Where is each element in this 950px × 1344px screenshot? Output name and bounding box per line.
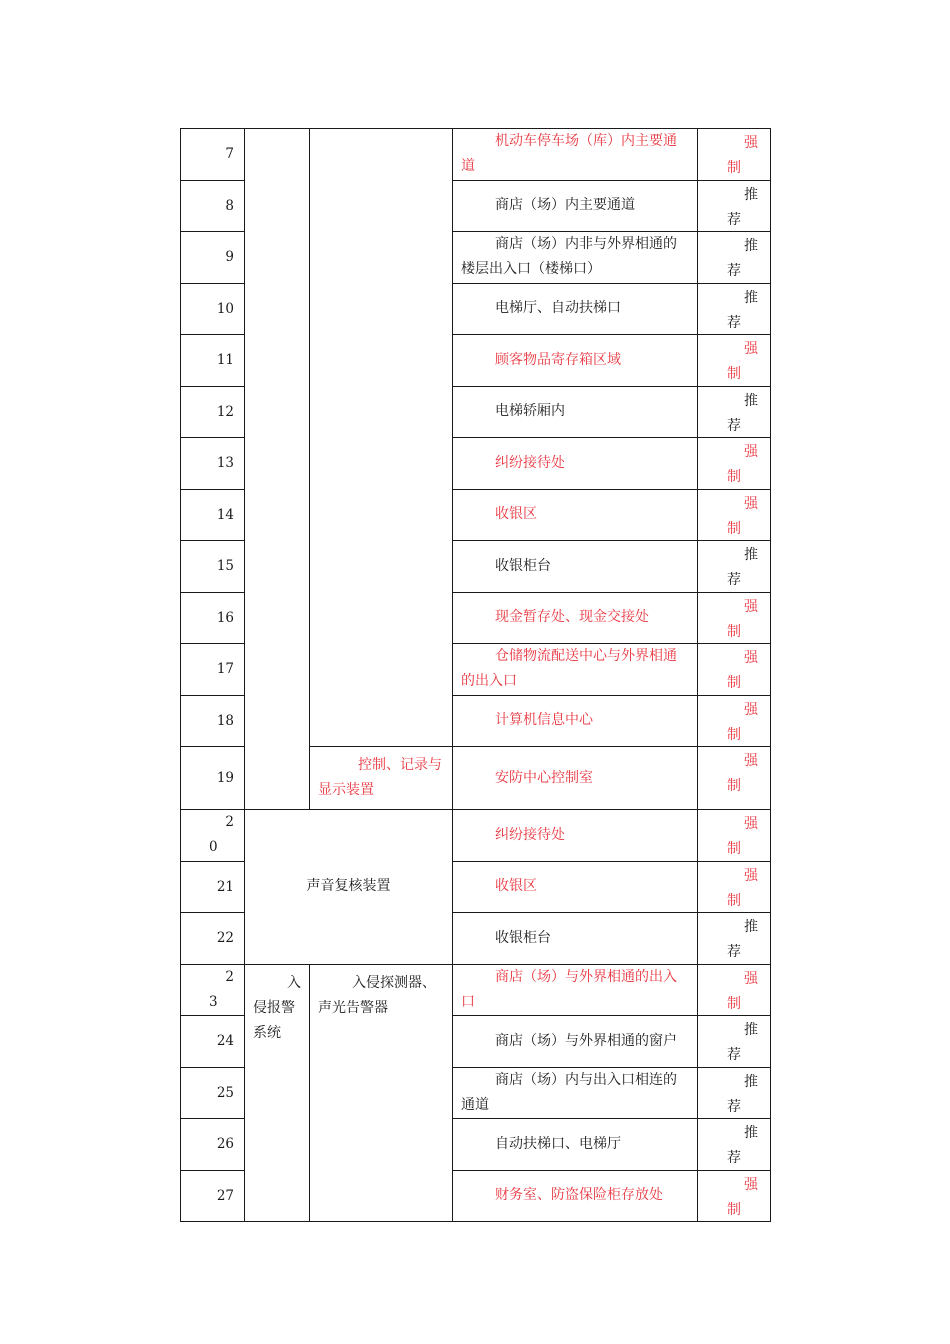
system-intrusion-cell — [245, 964, 310, 1222]
requirement-level-cell — [698, 335, 771, 387]
requirement-level-cell — [698, 861, 771, 913]
row-number: 19 — [181, 747, 245, 810]
requirement-level-char: 制 — [727, 675, 741, 691]
row-number: 27 — [181, 1170, 245, 1222]
requirement-level-char: 制 — [727, 841, 741, 857]
requirement-level-char: 荐 — [727, 211, 741, 228]
row-number-digit: 3 — [209, 993, 218, 1010]
requirement-level-char: 制 — [727, 995, 741, 1012]
row-number-digit: 0 — [209, 839, 218, 856]
requirement-level-char: 荐 — [727, 1098, 741, 1115]
location-cell: 自动扶梯口、电梯厅 — [453, 1119, 698, 1171]
row-number: 9 — [181, 232, 245, 284]
requirement-level-char: 推 — [744, 1073, 758, 1090]
requirement-level-char: 推 — [744, 547, 758, 563]
row-number — [181, 964, 245, 1016]
requirement-level-char: 制 — [727, 623, 741, 640]
location-cell: 仓储物流配送中心与外界相通的出入口 — [453, 644, 698, 696]
row-number: 7 — [181, 129, 245, 181]
requirement-level-char: 推 — [744, 238, 758, 254]
requirement-level-char: 强 — [744, 816, 758, 832]
row-number: 13 — [181, 438, 245, 490]
requirement-level-cell — [698, 232, 771, 284]
requirement-level-cell — [698, 1170, 771, 1222]
location-cell: 收银区 — [453, 489, 698, 541]
location-cell: 收银柜台 — [453, 913, 698, 965]
row-number: 8 — [181, 180, 245, 232]
row-number: 17 — [181, 644, 245, 696]
requirement-level-char: 推 — [744, 919, 758, 935]
requirement-level-cell — [698, 1119, 771, 1171]
location-cell: 纠纷接待处 — [453, 810, 698, 862]
system-cell — [245, 129, 310, 810]
row-number: 16 — [181, 592, 245, 644]
location-cell: 商店（场）内与出入口相连的通道 — [453, 1067, 698, 1119]
location-cell: 纠纷接待处 — [453, 438, 698, 490]
requirement-level-char: 强 — [744, 867, 758, 884]
row-number: 18 — [181, 695, 245, 747]
requirement-level-char: 强 — [744, 495, 758, 512]
row-number: 10 — [181, 283, 245, 335]
row-number-digit: 2 — [225, 814, 234, 831]
requirement-level-char: 荐 — [727, 417, 741, 434]
requirement-level-cell — [698, 283, 771, 335]
requirement-level-char: 荐 — [727, 944, 741, 960]
requirement-level-char: 强 — [744, 701, 758, 718]
row-number-digit: 2 — [225, 968, 234, 985]
location-cell: 机动车停车场（库）内主要通道 — [453, 129, 698, 181]
requirement-level-char: 推 — [744, 1125, 758, 1141]
requirement-level-char: 推 — [744, 186, 758, 203]
device-audio-cell — [245, 810, 453, 965]
location-cell: 商店（场）内非与外界相通的楼层出入口（楼梯口） — [453, 232, 698, 284]
location-cell: 收银区 — [453, 861, 698, 913]
row-number: 22 — [181, 913, 245, 965]
requirement-level-char: 荐 — [727, 263, 741, 279]
row-number: 21 — [181, 861, 245, 913]
requirement-level-cell — [698, 1016, 771, 1068]
requirement-level-char: 强 — [744, 753, 758, 769]
table-row — [181, 810, 771, 862]
system-intrusion-label: 入侵报警系统 — [253, 974, 301, 1041]
location-cell: 电梯厅、自动扶梯口 — [453, 283, 698, 335]
requirement-level-cell — [698, 747, 771, 810]
requirement-level-char: 强 — [744, 650, 758, 666]
device-intrusion-label: 入侵探测器、声光告警器 — [318, 974, 436, 1016]
requirement-level-cell — [698, 810, 771, 862]
table-row — [181, 964, 771, 1016]
requirement-level-char: 制 — [727, 520, 741, 537]
requirement-level-char: 强 — [744, 444, 758, 460]
requirement-level-cell — [698, 438, 771, 490]
row-number: 25 — [181, 1067, 245, 1119]
requirement-level-char: 制 — [727, 1201, 741, 1218]
location-cell: 计算机信息中心 — [453, 695, 698, 747]
requirement-level-cell — [698, 695, 771, 747]
location-cell: 财务室、防盗保险柜存放处 — [453, 1170, 698, 1222]
requirement-level-char: 荐 — [727, 572, 741, 588]
requirement-level-char: 制 — [727, 469, 741, 485]
requirement-level-cell — [698, 541, 771, 593]
device-cell — [310, 129, 453, 747]
requirement-level-char: 荐 — [727, 314, 741, 331]
requirement-level-cell — [698, 964, 771, 1016]
row-number: 12 — [181, 386, 245, 438]
requirement-level-char: 制 — [727, 726, 741, 743]
row-number: 26 — [181, 1119, 245, 1171]
row-number: 14 — [181, 489, 245, 541]
location-cell: 商店（场）与外界相通的出入口 — [453, 964, 698, 1016]
requirement-level-char: 推 — [744, 289, 758, 306]
requirement-level-cell — [698, 644, 771, 696]
requirement-level-char: 强 — [744, 135, 758, 151]
requirement-level-cell — [698, 1067, 771, 1119]
row-number: 24 — [181, 1016, 245, 1068]
requirement-level-char: 强 — [744, 970, 758, 987]
requirement-level-char: 荐 — [727, 1150, 741, 1166]
row-number: 15 — [181, 541, 245, 593]
device-control-cell — [310, 747, 453, 810]
requirement-level-char: 制 — [727, 366, 741, 382]
location-cell: 商店（场）与外界相通的窗户 — [453, 1016, 698, 1068]
location-cell: 商店（场）内主要通道 — [453, 180, 698, 232]
requirement-level-char: 强 — [744, 341, 758, 357]
requirement-level-char: 荐 — [727, 1047, 741, 1063]
row-number: 11 — [181, 335, 245, 387]
device-audio-label: 声音复核装置 — [306, 878, 391, 895]
location-cell: 安防中心控制室 — [453, 747, 698, 810]
requirement-level-cell — [698, 129, 771, 181]
requirement-level-char: 制 — [727, 778, 741, 794]
security-spec-table — [180, 128, 771, 1222]
requirement-level-cell — [698, 913, 771, 965]
requirement-level-cell — [698, 386, 771, 438]
requirement-level-cell — [698, 489, 771, 541]
requirement-level-char: 强 — [744, 1176, 758, 1193]
requirement-level-char: 制 — [727, 160, 741, 176]
requirement-level-char: 推 — [744, 392, 758, 409]
location-cell: 收银柜台 — [453, 541, 698, 593]
requirement-level-cell — [698, 180, 771, 232]
location-cell: 顾客物品寄存箱区域 — [453, 335, 698, 387]
location-cell: 现金暂存处、现金交接处 — [453, 592, 698, 644]
requirement-level-char: 强 — [744, 598, 758, 615]
device-control-label: 控制、记录与显示装置 — [318, 757, 442, 798]
requirement-level-char: 制 — [727, 892, 741, 909]
table-row — [181, 129, 771, 181]
requirement-level-cell — [698, 592, 771, 644]
row-number — [181, 810, 245, 862]
location-cell: 电梯轿厢内 — [453, 386, 698, 438]
requirement-level-char: 推 — [744, 1022, 758, 1038]
device-intrusion-cell — [310, 964, 453, 1222]
